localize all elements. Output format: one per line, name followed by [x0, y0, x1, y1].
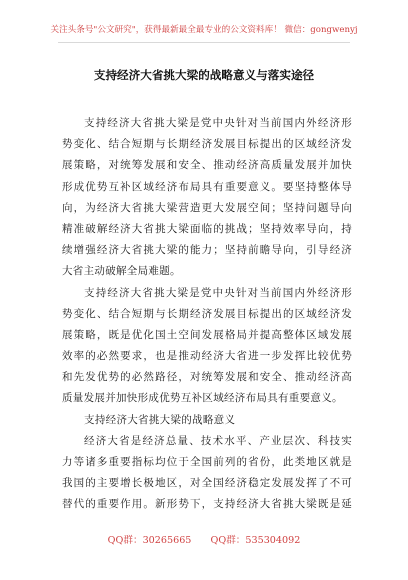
header-divider: [58, 42, 350, 43]
body-text-line: 展策略，对统筹发展和安全、推动经济高质量发展并加快: [62, 159, 352, 172]
body-text-line: 支持经济大省挑大梁是党中央针对当前国内外经济形: [84, 286, 352, 299]
body-text-line: 大省主动破解全局难题。: [62, 265, 181, 278]
body-text-line: 力等诸多重要指标均位于全国前列的省份，此类地区就是: [62, 456, 352, 468]
footer-qq-group-1: QQ群：30265665: [107, 535, 192, 546]
document-title: 支持经济大省挑大梁的战略意义与落实途径: [93, 68, 315, 82]
body-text-line: 和先发优势的必然路径，对统筹发展和安全、推动经济高: [62, 371, 352, 384]
body-text-line: 支持经济大省挑大梁是党中央针对当前国内外经济形: [84, 117, 352, 129]
header-promo-note: 关注头条号"公文研究"，获得最新最全最专业的公文资料库！ 微信：gongwenyj: [50, 25, 358, 35]
body-text-line: 续增强经济大省挑大梁的能力；坚持前瞻导向，引导经济: [62, 244, 352, 257]
body-text-line: 形成优势互补区域经济布局具有重要意义。要坚持整体导: [62, 180, 352, 193]
body-text-line: 经济大省是经济总量、技术水平、产业层次、科技实: [84, 434, 352, 447]
body-text-line: 我国的主要增长极地区，对全国经济稳定发展发挥了不可: [62, 477, 352, 490]
body-text-line: 势变化、结合短期与长期经济发展目标提出的区域经济发: [62, 138, 352, 151]
footer-qq-group-2: QQ群：535304092: [210, 535, 301, 546]
body-text-line: 精准破解经济大省挑大梁面临的挑战；坚持效率导向，持: [62, 222, 352, 235]
document-body: [62, 113, 352, 516]
body-text-line: 替代的重要作用。新形势下，支持经济大省挑大梁既是延: [62, 498, 352, 511]
body-text-line: 展策略，既是优化国土空间发展格局并提高整体区域发展: [62, 328, 352, 341]
body-text-line: 支持经济大省挑大梁的战略意义: [84, 413, 236, 426]
body-text-line: 向，为经济大省挑大梁营造更大发展空间；坚持问题导向: [62, 201, 352, 214]
body-text-line: 势变化、结合短期与长期经济发展目标提出的区域经济发: [62, 307, 352, 320]
footer-contact: [0, 534, 408, 548]
body-text-line: 效率的必然要求，也是推动经济大省进一步发挥比较优势: [62, 350, 352, 363]
body-text-line: 质量发展并加快形成优势互补区域经济布局具有重要意义。: [62, 392, 343, 405]
